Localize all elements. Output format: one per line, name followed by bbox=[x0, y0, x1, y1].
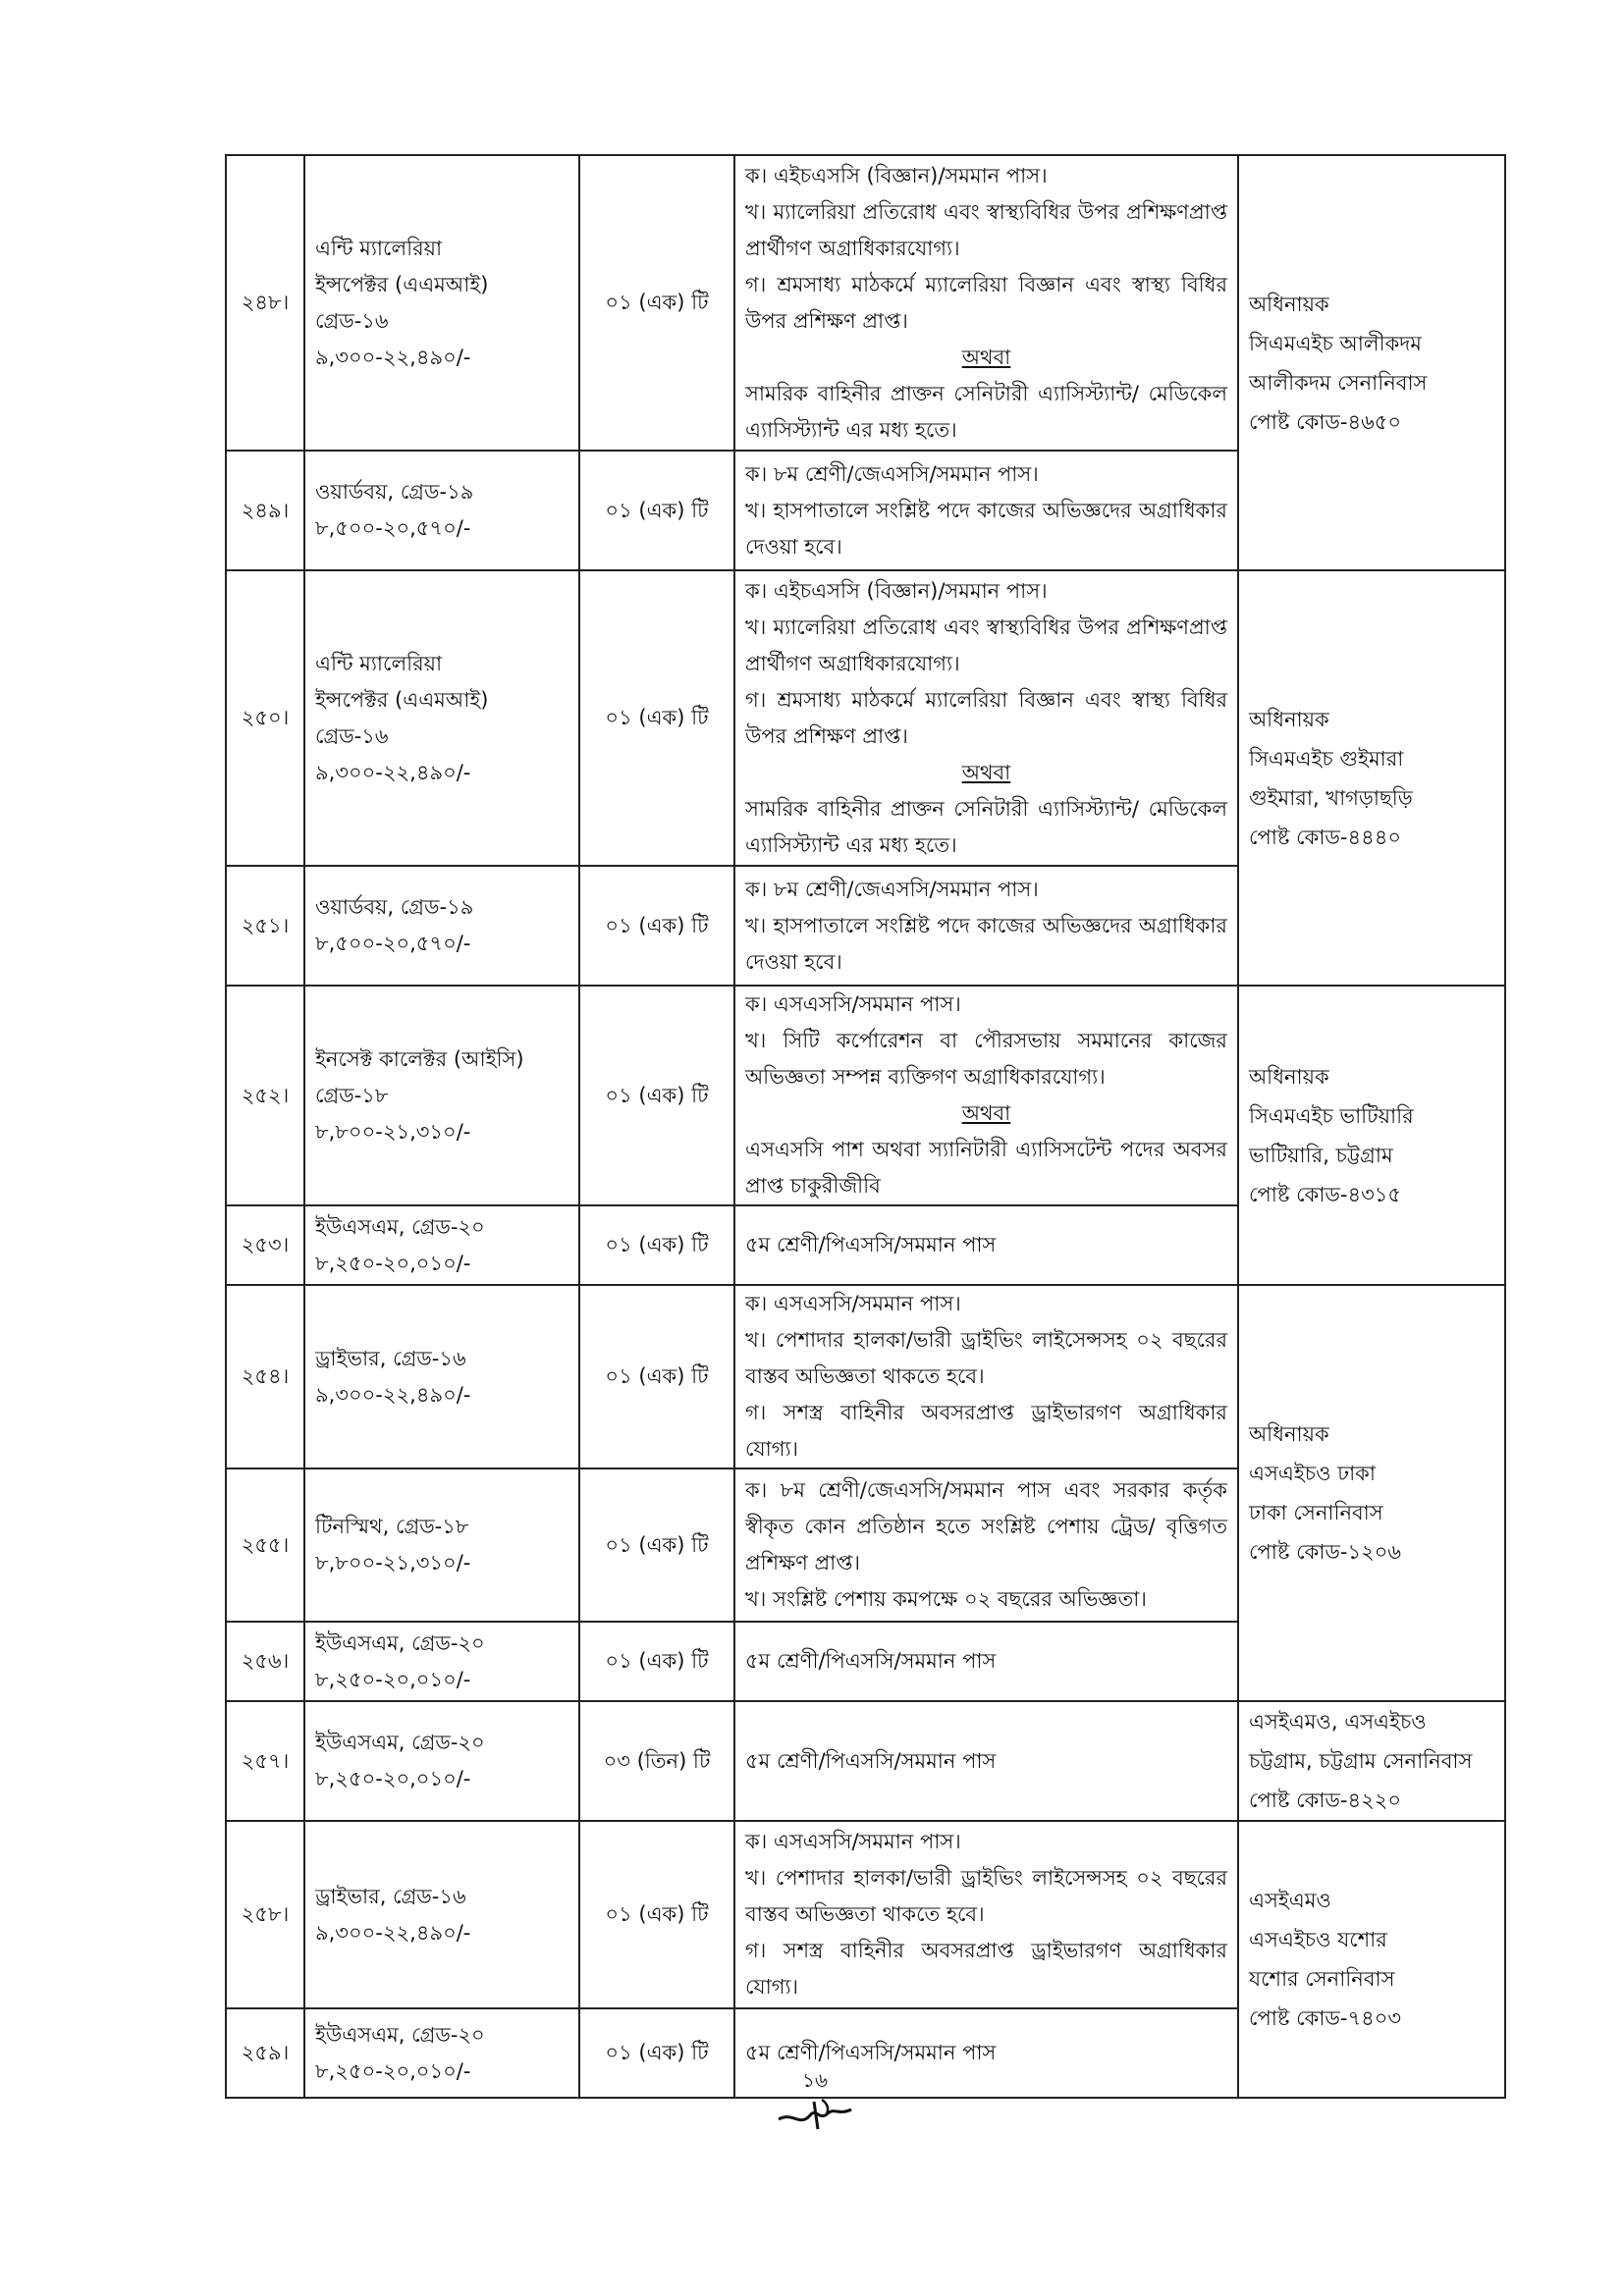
post-line: ইন্সপেক্টর (এএমআই) bbox=[315, 272, 489, 296]
post-line: ইন্সপেক্টর (এএমআই) bbox=[315, 687, 489, 712]
office-address-cell bbox=[1238, 986, 1505, 1285]
table-row bbox=[226, 570, 1505, 866]
alternative-label: অথবা bbox=[961, 345, 1011, 369]
serial-cell: ২৫১। bbox=[226, 866, 304, 986]
office-line: ভাটিয়ারি, চট্টগ্রাম bbox=[1249, 1143, 1393, 1167]
office-address-cell bbox=[1238, 1821, 1505, 2098]
qualification-cell bbox=[734, 1468, 1238, 1622]
qualification-line: ক। এইচএসসি (বিজ্ঞান)/সমমান পাস। bbox=[745, 163, 1048, 187]
qualification-line: খ। সিটি কর্পোরেশন বা পৌরসভায় সমমানের কাজের অভিজ্ঞতা সম্পন্ন ব্যক্তিগণ অগ্রাধিকারযোগ্য। bbox=[745, 1029, 1227, 1089]
qualification-line: ৫ম শ্রেণী/পিএসসি/সমমান পাস bbox=[745, 1649, 997, 1673]
post-line: ৮,২৫০-২০,০১০/- bbox=[315, 1667, 471, 1691]
post-line: ইউএসএম, গ্রেড-২০ bbox=[315, 1630, 485, 1655]
qualification-cell bbox=[734, 1205, 1238, 1285]
serial-cell: ২৫৬। bbox=[226, 1622, 304, 1701]
qualification-line: ক। ৮ম শ্রেণী/জেএসসি/সমমান পাস। bbox=[745, 461, 1039, 486]
post-line: ৮,৫০০-২০,৫৭০/- bbox=[315, 516, 471, 540]
table-row bbox=[226, 155, 1505, 451]
post-line: গ্রেড-১৮ bbox=[315, 1083, 389, 1107]
serial-cell: ২৫৮। bbox=[226, 1821, 304, 2008]
qualification-line: সামরিক বাহিনীর প্রাক্তন সেনিটারী এ্যাসিস্ট্যান্ট/ মেডিকেল এ্যাসিস্ট্যান্ট এর মধ্য হতে। bbox=[745, 381, 1227, 442]
office-line: এসএইচও যশোর bbox=[1249, 1928, 1387, 1951]
alternative-label: অথবা bbox=[961, 1101, 1011, 1125]
serial-cell: ২৫০। bbox=[226, 570, 304, 866]
post-line: ওয়ার্ডবয়, গ্রেড-১৯ bbox=[315, 480, 474, 504]
office-address-cell bbox=[1238, 1701, 1505, 1821]
qualification-line: খ। পেশাদার হালকা/ভারী ড্রাইভিং লাইসেন্সসহ ০২ বছরের বাস্তব অভিজ্ঞতা থাকতে হবে। bbox=[745, 1328, 1227, 1388]
count-cell: ০১ (এক) টি bbox=[579, 1205, 734, 1285]
office-address-cell bbox=[1238, 155, 1505, 570]
post-line: গ্রেড-১৬ bbox=[315, 308, 389, 333]
office-line: সিএমএইচ গুইমারা bbox=[1249, 746, 1404, 771]
count-cell: ০১ (এক) টি bbox=[579, 2008, 734, 2098]
qualification-line: খ। পেশাদার হালকা/ভারী ড্রাইভিং লাইসেন্সসহ ০২ বছরের বাস্তব অভিজ্ঞতা থাকতে হবে। bbox=[745, 1866, 1227, 1926]
office-line: চট্টগ্রাম, চট্টগ্রাম সেনানিবাস bbox=[1249, 1749, 1473, 1773]
office-line: আলীকদম সেনানিবাস bbox=[1249, 370, 1428, 395]
qualification-line: ক। এইচএসসি (বিজ্ঞান)/সমমান পাস। bbox=[745, 578, 1048, 603]
office-line: অধিনায়ক bbox=[1249, 707, 1329, 731]
post-line: ওয়ার্ডবয়, গ্রেড-১৯ bbox=[315, 895, 474, 919]
post-line: ৮,২৫০-২০,০১০/- bbox=[315, 1251, 471, 1275]
qualification-line: সামরিক বাহিনীর প্রাক্তন সেনিটারী এ্যাসিস্ট্যান্ট/ মেডিকেল এ্যাসিস্ট্যান্ট এর মধ্য হতে। bbox=[745, 796, 1227, 857]
post-cell bbox=[304, 451, 579, 570]
post-line: ৮,৫০০-২০,৫৭০/- bbox=[315, 932, 471, 955]
post-cell bbox=[304, 1468, 579, 1622]
qualification-cell bbox=[734, 451, 1238, 570]
post-cell bbox=[304, 1701, 579, 1821]
post-line: টিনস্মিথ, গ্রেড-১৮ bbox=[315, 1515, 469, 1538]
post-line: এন্টি ম্যালেরিয়া bbox=[315, 651, 443, 675]
post-line: ৯,৩০০-২২,৪৯০/- bbox=[315, 1382, 471, 1407]
qualification-line: গ। সশস্ত্র বাহিনীর অবসরপ্রাপ্ত ড্রাইভারগণ অগ্রাধিকার যোগ্য। bbox=[745, 1401, 1227, 1461]
job-table bbox=[225, 154, 1506, 2099]
qualification-line: ক। এসএসসি/সমমান পাস। bbox=[745, 992, 961, 1016]
post-cell bbox=[304, 2008, 579, 2098]
office-line: অধিনায়ক bbox=[1249, 1422, 1329, 1446]
qualification-line: খ। হাসপাতালে সংশ্লিষ্ট পদে কাজের অভিজ্ঞদের অগ্রাধিকার দেওয়া হবে। bbox=[745, 913, 1227, 974]
office-line: পোষ্ট কোড-৪৪৪০ bbox=[1249, 825, 1401, 849]
post-line: ড্রাইভার, গ্রেড-১৬ bbox=[315, 1884, 466, 1908]
qualification-cell bbox=[734, 1701, 1238, 1821]
count-cell: ০১ (এক) টি bbox=[579, 155, 734, 451]
post-line: ইউএসএম, গ্রেড-২০ bbox=[315, 1214, 485, 1239]
office-line: এসইএমও bbox=[1249, 1889, 1331, 1912]
qualification-line: খ। ম্যালেরিয়া প্রতিরোধ এবং স্বাস্থ্যবিধির উপর প্রশিক্ষণপ্রাপ্ত প্রার্থীগণ অগ্রাধিকারযোগ্য। bbox=[745, 614, 1227, 675]
serial-cell: ২৫২। bbox=[226, 986, 304, 1205]
post-cell bbox=[304, 1821, 579, 2008]
office-line: পোষ্ট কোড-৪২২০ bbox=[1249, 1789, 1402, 1812]
office-line: পোষ্ট কোড-১২০৬ bbox=[1249, 1540, 1402, 1564]
count-cell: ০১ (এক) টি bbox=[579, 1468, 734, 1622]
office-line: পোষ্ট কোড-৪৩১৫ bbox=[1249, 1182, 1401, 1206]
serial-cell: ২৫৭। bbox=[226, 1701, 304, 1821]
count-cell: ০১ (এক) টি bbox=[579, 866, 734, 986]
table-row bbox=[226, 986, 1505, 1205]
office-line: সিএমএইচ ভাটিয়ারি bbox=[1249, 1103, 1414, 1128]
table-row bbox=[226, 1821, 1505, 2008]
qualification-line: ৫ম শ্রেণী/পিএসসি/সমমান পাস bbox=[745, 1233, 997, 1256]
qualification-cell bbox=[734, 866, 1238, 986]
office-line: যশোর সেনানিবাস bbox=[1249, 1967, 1395, 1991]
office-line: অধিনায়ক bbox=[1249, 1064, 1329, 1089]
page-number: ১৬ bbox=[802, 2068, 828, 2092]
qualification-line: ক। এসএসসি/সমমান পাস। bbox=[745, 1292, 961, 1315]
serial-cell: ২৪৯। bbox=[226, 451, 304, 570]
qualification-cell bbox=[734, 570, 1238, 866]
post-cell bbox=[304, 986, 579, 1205]
office-line: এসএইচও ঢাকা bbox=[1249, 1462, 1376, 1485]
post-line: ৮,৮০০-২১,৩১০/- bbox=[315, 1119, 471, 1144]
serial-cell: ২৫৩। bbox=[226, 1205, 304, 1285]
count-cell: ০১ (এক) টি bbox=[579, 1821, 734, 2008]
count-cell: ০৩ (তিন) টি bbox=[579, 1701, 734, 1821]
office-line: পোষ্ট কোড-৭৪০৩ bbox=[1249, 2006, 1402, 2030]
post-cell bbox=[304, 1622, 579, 1701]
qualification-cell bbox=[734, 986, 1238, 1205]
qualification-cell bbox=[734, 1622, 1238, 1701]
post-line: ইউএসএম, গ্রেড-২০ bbox=[315, 2022, 485, 2047]
post-line: ইনসেক্ট কালেক্টর (আইসি) bbox=[315, 1046, 524, 1071]
post-line: ৯,৩০০-২২,৪৯০/- bbox=[315, 345, 471, 369]
office-address-cell bbox=[1238, 1285, 1505, 1701]
serial-cell: ২৫৫। bbox=[226, 1468, 304, 1622]
qualification-line: খ। সংশ্লিষ্ট পেশায় কমপক্ষে ০২ বছরের অভিজ্ঞতা। bbox=[745, 1587, 1147, 1611]
office-line: সিএমএইচ আলীকদম bbox=[1249, 331, 1422, 355]
serial-cell: ২৪৮। bbox=[226, 155, 304, 451]
count-cell: ০১ (এক) টি bbox=[579, 986, 734, 1205]
post-line: ৮,২৫০-২০,০১০/- bbox=[315, 1767, 471, 1790]
qualification-cell bbox=[734, 1285, 1238, 1468]
table-row bbox=[226, 1285, 1505, 1468]
office-address-cell bbox=[1238, 570, 1505, 986]
qualification-line: গ। শ্রমসাধ্য মাঠকর্মে ম্যালেরিয়া বিজ্ঞান এবং স্বাস্থ্য বিধির উপর প্রশিক্ষণ প্রাপ্ত। bbox=[745, 272, 1227, 333]
post-line: ৮,২৫০-২০,০১০/- bbox=[315, 2058, 471, 2083]
serial-cell: ২৫৯। bbox=[226, 2008, 304, 2098]
qualification-line: ক। ৮ম শ্রেণী/জেএসসি/সমমান পাস এবং সরকার কর্তৃক স্বীকৃত কোন প্রতিষ্ঠান হতে সংশ্লিষ্ট পেশায় ট্রেড/ বৃত্তিগত প্রশিক্ষণ প্রাপ্ত। bbox=[745, 1478, 1227, 1575]
post-line: ড্রাইভার, গ্রেড-১৬ bbox=[315, 1346, 466, 1370]
signature-mark bbox=[771, 2086, 859, 2135]
post-cell bbox=[304, 1285, 579, 1468]
qualification-line: গ। শ্রমসাধ্য মাঠকর্মে ম্যালেরিয়া বিজ্ঞান এবং স্বাস্থ্য বিধির উপর প্রশিক্ষণ প্রাপ্ত। bbox=[745, 687, 1227, 748]
post-cell bbox=[304, 866, 579, 986]
post-line: গ্রেড-১৬ bbox=[315, 723, 389, 748]
count-cell: ০১ (এক) টি bbox=[579, 570, 734, 866]
post-line: ৮,৮০০-২১,৩১০/- bbox=[315, 1551, 471, 1575]
qualification-line: ৫ম শ্রেণী/পিএসসি/সমমান পাস bbox=[745, 2041, 997, 2064]
office-line: গুইমারা, খাগড়াছড়ি bbox=[1249, 785, 1413, 810]
qualification-line: খ। ম্যালেরিয়া প্রতিরোধ এবং স্বাস্থ্যবিধির উপর প্রশিক্ষণপ্রাপ্ত প্রার্থীগণ অগ্রাধিকারযোগ্য। bbox=[745, 199, 1227, 260]
post-cell bbox=[304, 155, 579, 451]
qualification-line: গ। সশস্ত্র বাহিনীর অবসরপ্রাপ্ত ড্রাইভারগণ অগ্রাধিকার যোগ্য। bbox=[745, 1939, 1227, 1999]
qualification-line: এসএসসি পাশ অথবা স্যানিটারী এ্যাসিসটেন্ট পদের অবসর প্রাপ্ত চাকুরীজীবি bbox=[745, 1138, 1227, 1198]
count-cell: ০১ (এক) টি bbox=[579, 1285, 734, 1468]
post-cell bbox=[304, 1205, 579, 1285]
table-row bbox=[226, 1701, 1505, 1821]
office-line: ঢাকা সেনানিবাস bbox=[1249, 1501, 1383, 1524]
serial-cell: ২৫৪। bbox=[226, 1285, 304, 1468]
count-cell: ০১ (এক) টি bbox=[579, 451, 734, 570]
qualification-line: খ। হাসপাতালে সংশ্লিষ্ট পদে কাজের অভিজ্ঞদের অগ্রাধিকার দেওয়া হবে। bbox=[745, 498, 1227, 559]
count-cell: ০১ (এক) টি bbox=[579, 1622, 734, 1701]
post-line: ৯,৩০০-২২,৪৯০/- bbox=[315, 760, 471, 784]
alternative-label: অথবা bbox=[961, 760, 1011, 784]
qualification-line: ক। এসএসসি/সমমান পাস। bbox=[745, 1830, 961, 1853]
post-line: এন্টি ম্যালেরিয়া bbox=[315, 236, 443, 260]
qualification-cell bbox=[734, 1821, 1238, 2008]
qualification-line: ৫ম শ্রেণী/পিএসসি/সমমান পাস bbox=[745, 1748, 997, 1773]
office-line: এসইএমও, এসএইচও bbox=[1249, 1710, 1427, 1734]
office-line: অধিনায়ক bbox=[1249, 292, 1329, 316]
qualification-cell bbox=[734, 155, 1238, 451]
office-line: পোষ্ট কোড-৪৬৫০ bbox=[1249, 409, 1402, 434]
post-line: ৯,৩০০-২২,৪৯০/- bbox=[315, 1920, 471, 1945]
qualification-line: ক। ৮ম শ্রেণী/জেএসসি/সমমান পাস। bbox=[745, 877, 1039, 901]
post-cell bbox=[304, 570, 579, 866]
post-line: ইউএসএম, গ্রেড-২০ bbox=[315, 1731, 485, 1754]
